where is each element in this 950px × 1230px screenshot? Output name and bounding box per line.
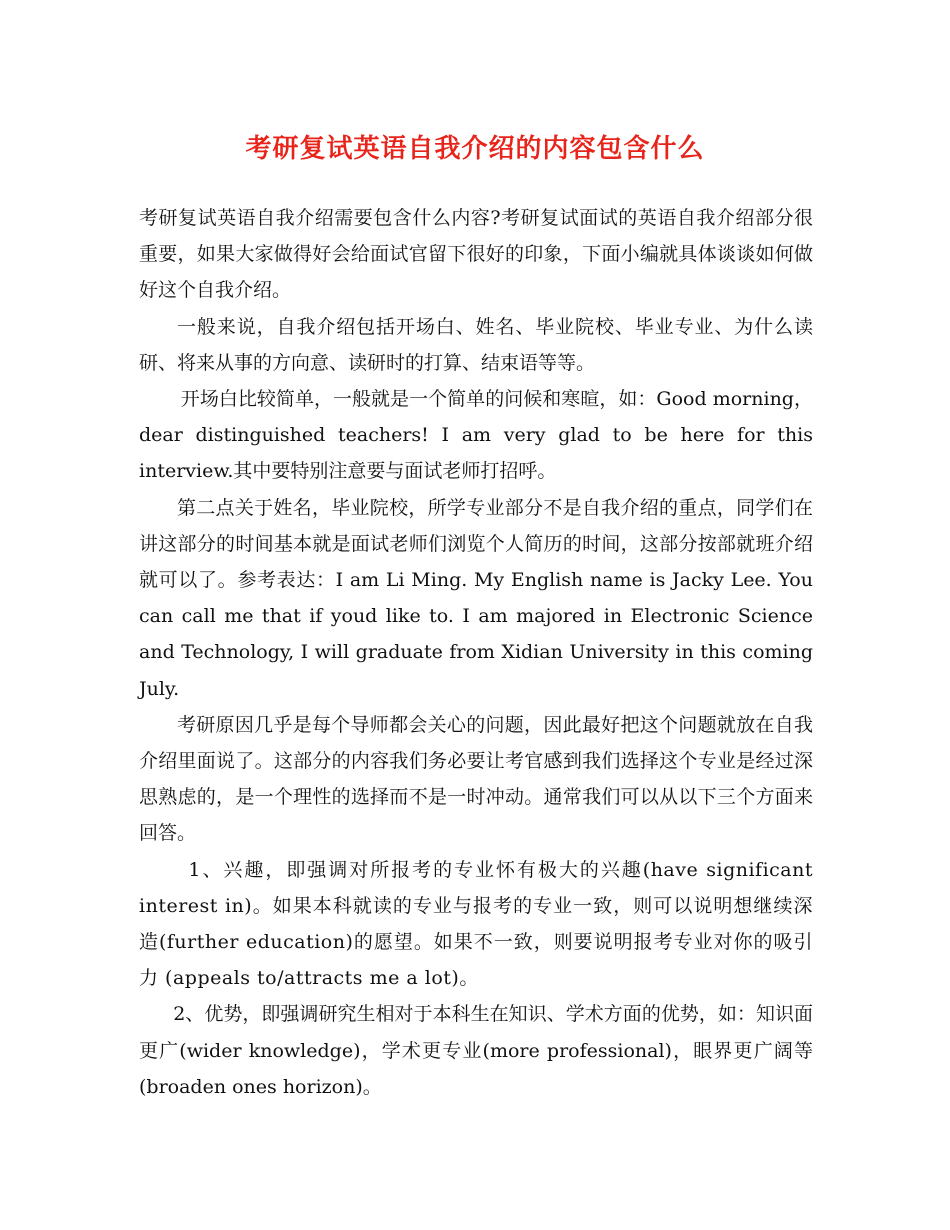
paragraph-advantage: 2、优势，即强调研究生相对于本科生在知识、学术方面的优势，如：知识面更广(wider knowledge)，学术更专业(more professional)，眼界更广阔等(broaden ones horizon)。 bbox=[139, 1003, 813, 1098]
document-body bbox=[139, 200, 813, 1105]
paragraph-interest: 1、兴趣，即强调对所报考的专业怀有极大的兴趣(have significant interest in)。如果本科就读的专业与报考的专业一致，则可以说明想继续深造(further education)的愿望。如果不一致，则要说明报考专业对你的吸引力 (appeals to/attracts me a lot)。 bbox=[139, 858, 813, 990]
paragraph-intro: 考研复试英语自我介绍需要包含什么内容?考研复试面试的英语自我介绍部分很重要，如果大家做得好会给面试官留下很好的印象，下面小编就具体谈谈如何做好这个自我介绍。 bbox=[139, 207, 813, 302]
paragraph-name-school: 第二点关于姓名，毕业院校，所学专业部分不是自我介绍的重点，同学们在讲这部分的时间基本就是面试老师们浏览个人简历的时间，这部分按部就班介绍就可以了。参考表达：I am Li Ming. My English name is Jacky Lee. You can call me that if youd like to. I am majored in Electronic Science and Technology, I will graduate from Xidian University in this coming July. bbox=[139, 496, 813, 700]
paragraph-overview: 一般来说，自我介绍包括开场白、姓名、毕业院校、毕业专业、为什么读研、将来从事的方向意、读研时的打算、结束语等等。 bbox=[139, 315, 813, 374]
document-title: 考研复试英语自我介绍的内容包含什么 bbox=[245, 134, 705, 164]
paragraph-opening: 开场白比较简单，一般就是一个简单的问候和寒暄，如：Good morning，dear distinguished teachers! I am very glad to be here for this interview.其中要特别注意要与面试老师打招呼。 bbox=[139, 388, 813, 483]
paragraph-reasons: 考研原因几乎是每个导师都会关心的问题，因此最好把这个问题就放在自我介绍里面说了。这部分的内容我们务必要让考官感到我们选择这个专业是经过深思熟虑的，是一个理性的选择而不是一时冲动。通常我们可以从以下三个方面来回答。 bbox=[139, 713, 813, 845]
